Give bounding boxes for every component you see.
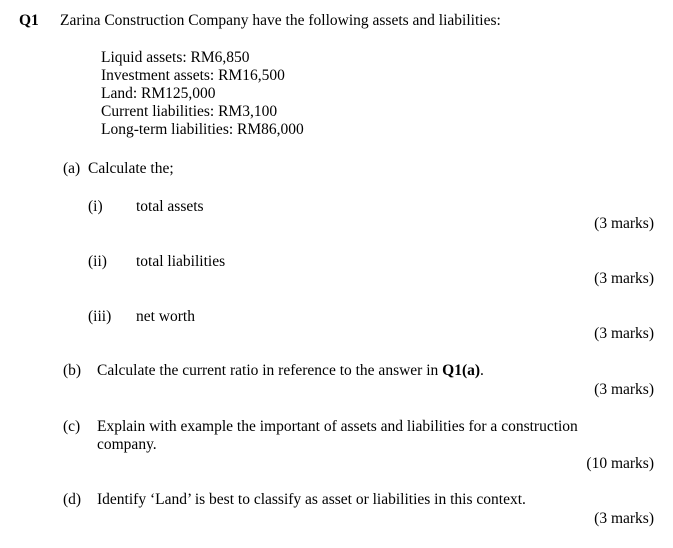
figure-long-term-liabilities: Long-term liabilities: RM86,000 [101, 121, 304, 138]
part-a-label: (a) [63, 160, 81, 177]
part-a-ii-marks: (3 marks) [594, 270, 654, 287]
part-a-ii-label: (ii) [88, 253, 107, 270]
figure-liquid-assets: Liquid assets: RM6,850 [101, 49, 250, 66]
part-b-end: . [480, 362, 484, 379]
part-d-label: (d) [63, 491, 82, 508]
question-intro: Zarina Construction Company have the following assets and liabilities: [60, 12, 501, 29]
part-a-i-label: (i) [88, 198, 103, 215]
part-b-question [97, 362, 484, 380]
part-a-ii-text: total liabilities [136, 253, 226, 270]
figure-current-liabilities: Current liabilities: RM3,100 [101, 103, 278, 120]
part-a-iii-label: (iii) [88, 308, 112, 325]
part-a-text: Calculate the; [88, 160, 174, 177]
part-b-marks: (3 marks) [594, 381, 654, 398]
part-b-text: Calculate the current ratio in reference to the answer in [97, 362, 443, 379]
question-number: Q1 [19, 12, 39, 29]
part-a-iii-marks: (3 marks) [594, 325, 654, 342]
part-c-marks: (10 marks) [586, 455, 654, 472]
part-c-line2: company. [97, 436, 157, 453]
part-c-label: (c) [63, 418, 81, 435]
part-b-ref: Q1(a) [442, 362, 481, 379]
figure-investment-assets: Investment assets: RM16,500 [101, 67, 285, 84]
part-a-iii-text: net worth [136, 308, 195, 325]
part-d-marks: (3 marks) [594, 510, 654, 527]
part-a-i-marks: (3 marks) [594, 215, 654, 232]
part-c-line1: Explain with example the important of assets and liabilities for a construction [97, 418, 578, 435]
part-d-text: Identify ‘Land’ is best to classify as asset or liabilities in this context. [97, 491, 526, 508]
part-a-i-text: total assets [136, 198, 204, 215]
figure-land: Land: RM125,000 [101, 85, 216, 102]
part-b-label: (b) [63, 362, 82, 379]
